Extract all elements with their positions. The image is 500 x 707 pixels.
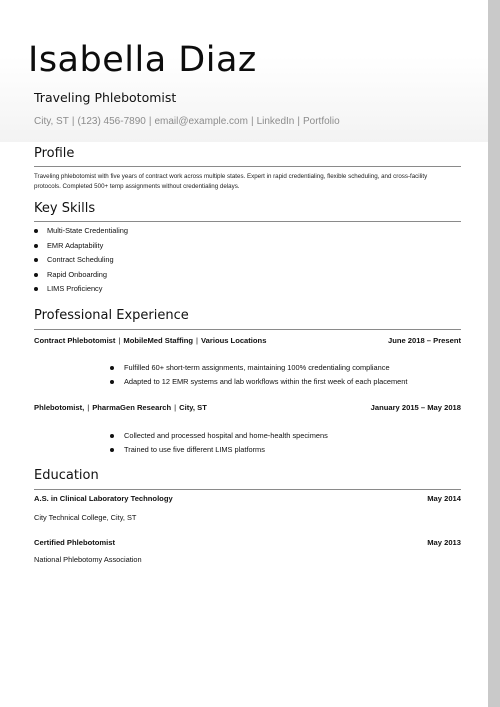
section-divider [34, 166, 461, 167]
contact-linkedin[interactable]: LinkedIn [256, 116, 295, 127]
education-institution: National Phlebotomy Association [34, 555, 142, 564]
education-institution: City Technical College, City, ST [34, 513, 137, 522]
skill-item: EMR Adaptability [34, 241, 128, 256]
education-date: May 2013 [427, 538, 461, 547]
job-bullet: Adapted to 12 EMR systems and lab workflows within the first week of each placement [110, 377, 407, 391]
section-title-education: Education [34, 468, 99, 483]
candidate-name: Isabella Diaz [28, 40, 257, 80]
section-divider [34, 489, 461, 490]
section-title-skills: Key Skills [34, 201, 96, 216]
section-divider [34, 221, 461, 222]
job-dates: January 2015 – May 2018 [370, 403, 461, 412]
job-header-left: Contract Phlebotomist | MobileMed Staffing | Various Locations [34, 336, 267, 345]
section-divider [34, 329, 461, 330]
contact-phone: (123) 456-7890 [77, 116, 146, 127]
contact-line: City, ST | (123) 456-7890 | email@example.com | LinkedIn | Portfolio [34, 116, 340, 127]
job-title: Traveling Phlebotomist [34, 90, 177, 105]
education-entry [34, 538, 461, 550]
section-title-profile: Profile [34, 146, 75, 161]
education-degree: Certified Phlebotomist [34, 538, 116, 547]
job-role: Phlebotomist, [34, 403, 85, 412]
skill-item: Contract Scheduling [34, 255, 128, 270]
profile-summary: Traveling phlebotomist with five years of contract work across multiple states. Expert in rapid credentialing, flexible scheduling, and cross-facility protocols. Completed 500+ temp assignments without credentialing delays. [34, 173, 428, 190]
contact-location: City, ST [34, 116, 69, 127]
skills-list [34, 226, 128, 299]
education-degree: A.S. in Clinical Laboratory Technology [34, 494, 173, 503]
scrollbar[interactable] [488, 0, 500, 707]
skill-item: Multi-State Credentialing [34, 226, 128, 241]
job-bullet: Collected and processed hospital and home-health specimens [110, 431, 328, 445]
job-company: PharmaGen Research [92, 403, 172, 412]
job-header [34, 336, 461, 348]
contact-portfolio[interactable]: Portfolio [302, 116, 340, 127]
education-entry [34, 494, 461, 506]
job-company: MobileMed Staffing [123, 336, 194, 345]
job-dates: June 2018 – Present [387, 336, 461, 345]
job-header [34, 403, 461, 415]
contact-email[interactable]: email@example.com [154, 116, 248, 127]
job-bullet: Trained to use five different LIMS platforms [110, 445, 328, 459]
job-role: Contract Phlebotomist [34, 336, 116, 345]
job-header-left: Phlebotomist, | PharmaGen Research | City, ST [34, 403, 207, 412]
job-location: City, ST [179, 403, 207, 412]
skill-item: Rapid Onboarding [34, 270, 128, 285]
job-bullets [110, 363, 407, 391]
section-title-experience: Professional Experience [34, 308, 189, 323]
skill-item: LIMS Proficiency [34, 284, 128, 299]
education-date: May 2014 [427, 494, 461, 503]
job-location: Various Locations [201, 336, 267, 345]
job-bullet: Fulfilled 60+ short-term assignments, maintaining 100% credentialing compliance [110, 363, 407, 377]
job-bullets [110, 431, 328, 459]
